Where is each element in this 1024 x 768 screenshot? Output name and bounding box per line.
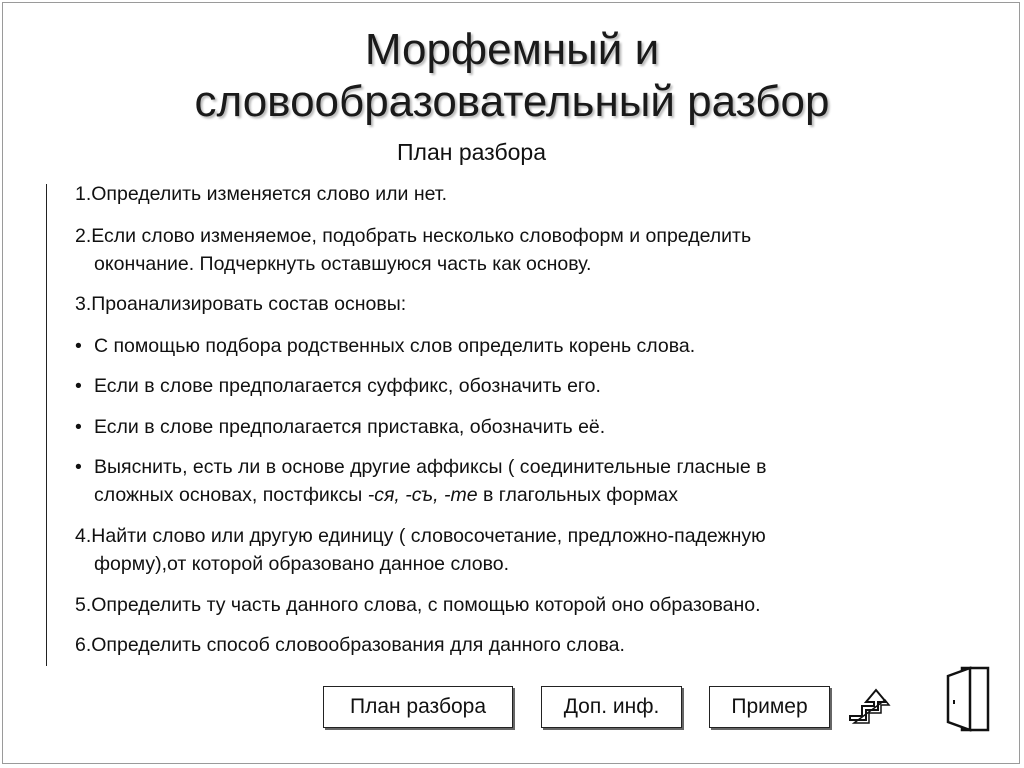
left-rule	[46, 184, 47, 666]
plan-item-3: 3.Проанализировать состав основы:	[75, 293, 407, 315]
title-line-2: словообразовательный разбор	[194, 77, 830, 126]
subtitle: План разбора	[397, 139, 546, 165]
home-arrow-icon[interactable]	[848, 686, 894, 724]
plan-button[interactable]: План разбора	[323, 686, 513, 728]
plan-bullet-3: • Если в слове предполагается приставка, обозначить её.	[75, 416, 606, 438]
more-info-button[interactable]: Доп. инф.	[541, 686, 682, 728]
plan-item-5: 5.Определить ту часть данного слова, с помощью которой оно образовано.	[75, 594, 761, 616]
plan-item-6: 6.Определить способ словообразования для данного слова.	[75, 634, 625, 656]
plan-item-4: 4.Найти слово или другую единицу ( словосочетание, предложно-падежную форму),от которой образовано данное слово.	[75, 525, 766, 575]
plan-item-2: 2.Если слово изменяемое, подобрать несколько словоформ и определить окончание. Подчеркнуть оставшуюся часть как основу.	[75, 225, 752, 275]
example-button[interactable]: Пример	[709, 686, 830, 728]
plan-bullet-2: • Если в слове предполагается суффикс, обозначить его.	[75, 375, 601, 397]
plan-bullet-4: • Выяснить, есть ли в основе другие аффиксы ( соединительные гласные в сложных основах, постфиксы -ся, -съ, -те в глагольных формах	[75, 456, 767, 506]
title-line-1: Морфемный и	[364, 25, 660, 74]
plan-item-1: 1.Определить изменяется слово или нет.	[75, 183, 447, 205]
exit-door-icon[interactable]	[944, 664, 992, 734]
plan-bullet-1: • С помощью подбора родственных слов определить корень слова.	[75, 335, 696, 357]
